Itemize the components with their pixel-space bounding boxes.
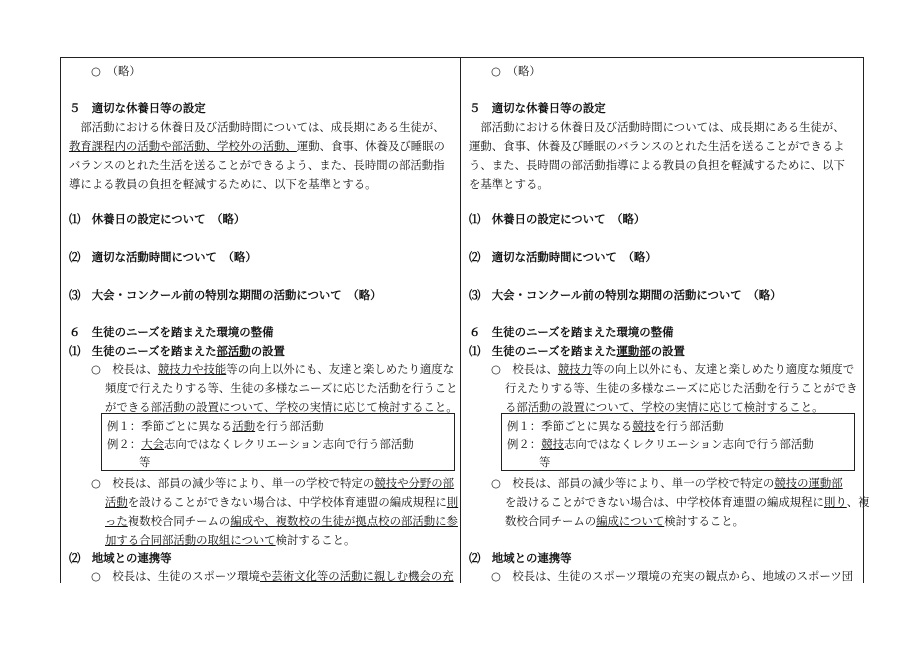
section-5-line-2: 運動、食事、休養及び睡眠のバランスのとれた生活を送ることができるよ (469, 139, 845, 153)
bullet-2-line-2: 活動を設けることができない場合は、中学校体育連盟の編成規程に則 (105, 495, 459, 509)
section-5-title: ５ 適切な休養日等の設定 (69, 101, 206, 115)
item-2: ⑵ 適切な活動時間について （略） (69, 250, 257, 264)
item-3: ⑶ 大会・コンクール前の特別な期間の活動について （略） (69, 288, 382, 302)
bullet-2-line-3: 数校合同チームの編成について検討すること。 (505, 514, 745, 528)
bullet-2-line-1: ○ 校長は、部員の減少等により、単一の学校で特定の競技の運動部 (491, 476, 843, 490)
section-5-line-3: バランスのとれた生活を送ることができるよう、また、長時間の部活動指 (69, 158, 445, 172)
example-etc: 等 (539, 455, 551, 469)
section-6-1-heading: ⑴ 生徒のニーズを踏まえた部活動の設置 (69, 344, 285, 358)
section-6-2-heading: ⑵ 地域との連携等 (69, 551, 172, 565)
bullet-2-line-2: を設けることができない場合は、中学校体育連盟の編成規程に則り、複 (505, 495, 870, 509)
left-column (61, 58, 461, 583)
bullet-3-line-1: ○ 校長は、生徒のスポーツ環境や芸術文化等の活動に親しむ機会の充 (91, 569, 454, 583)
example-2: 例２：大会志向ではなくレクリエーション志向で行う部活動 (107, 437, 414, 451)
bullet-1-line-1: ○ 校長は、競技力等の向上以外にも、友達と楽しめたり適度な頻度で (491, 362, 855, 376)
example-1: 例１：季節ごとに異なる競技を行う部活動 (507, 419, 724, 433)
comparison-table (60, 57, 870, 583)
bullet-2-line-3: った複数校合同チームの編成や、複数校の生徒が拠点校の部活動に参 (105, 514, 458, 528)
section-5-line-2: 教育課程内の活動や部活動、学校外の活動、運動、食事、休養及び睡眠の (69, 139, 445, 153)
example-2: 例２：競技志向ではなくレクリエーション志向で行う部活動 (507, 437, 814, 451)
bullet-1-line-2: 行えたりする等、生徒の多様なニーズに応じた活動を行うことができ (505, 381, 858, 395)
item-1: ⑴ 休養日の設定について （略） (69, 212, 246, 226)
bullet-1-line-2: 頻度で行えたりする等、生徒の多様なニーズに応じた活動を行うこと (105, 381, 458, 395)
bullet-1-line-3: る部活動の設置について、学校の実情に応じて検討すること。 (505, 400, 824, 414)
example-etc: 等 (139, 455, 151, 469)
section-6-title: ６ 生徒のニーズを踏まえた環境の整備 (469, 325, 674, 339)
intro-line: ○ （略） (91, 64, 141, 78)
item-2: ⑵ 適切な活動時間について （略） (469, 250, 657, 264)
section-5-line-4: 導による教員の負担を軽減するために、以下を基準とする。 (69, 177, 377, 191)
underlined-text: 教育課程内の活動や部活動、学校外の活動、 (69, 139, 297, 153)
bullet-3-line-1: ○ 校長は、生徒のスポーツ環境の充実の観点から、地域のスポーツ団 (491, 569, 854, 583)
bullet-2-line-4: 加する合同部活動の取組について検討すること。 (105, 533, 356, 547)
bullet-1-line-3: ができる部活動の設置について、学校の実情に応じて検討すること。 (105, 400, 458, 414)
section-5-line-4: を基準とする。 (469, 177, 549, 191)
section-6-2-heading: ⑵ 地域との連携等 (469, 551, 572, 565)
section-6-1-heading: ⑴ 生徒のニーズを踏まえた運動部の設置 (469, 344, 685, 358)
item-3: ⑶ 大会・コンクール前の特別な期間の活動について （略） (469, 288, 782, 302)
bullet-2-line-1: ○ 校長は、部員の減少等により、単一の学校で特定の競技や分野の部 (91, 476, 455, 490)
example-1: 例１：季節ごとに異なる活動を行う部活動 (107, 419, 324, 433)
section-6-title: ６ 生徒のニーズを踏まえた環境の整備 (69, 325, 274, 339)
bullet-1-line-1: ○ 校長は、競技力や技能等の向上以外にも、友達と楽しめたり適度な (91, 362, 455, 376)
section-5-line-1: 部活動における休養日及び活動時間については、成長期にある生徒が、 (69, 120, 445, 134)
intro-line: ○ （略） (491, 64, 541, 78)
section-5-title: ５ 適切な休養日等の設定 (469, 101, 606, 115)
right-column (461, 58, 870, 583)
item-1: ⑴ 休養日の設定について （略） (469, 212, 646, 226)
section-5-line-1: 部活動における休養日及び活動時間については、成長期にある生徒が、 (469, 120, 845, 134)
section-5-line-3: う、また、長時間の部活動指導による教員の負担を軽減するために、以下 (469, 158, 845, 172)
